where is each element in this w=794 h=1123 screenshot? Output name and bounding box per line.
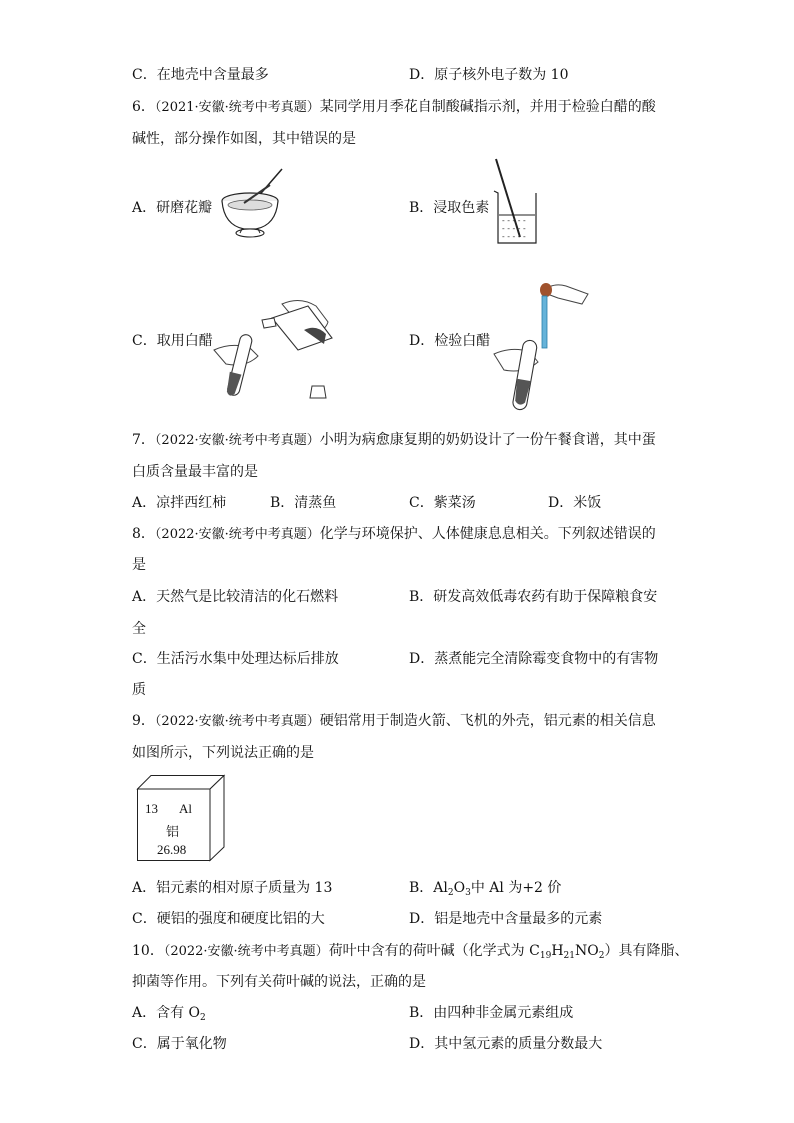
q10-source: （2022·安徽·统考中考真题） xyxy=(163,944,329,959)
q10-stem-line2: 抑菌等作用。下列有关荷叶碱的说法，正确的是 xyxy=(132,974,426,990)
q10-stem-text: ）具有降脂、 xyxy=(604,943,689,959)
q6-stem-line1 xyxy=(132,98,656,117)
q8-option-a: A．天然气是比较清洁的化石燃料 xyxy=(132,589,339,605)
subscript: 2 xyxy=(598,951,605,961)
q6-number: 6． xyxy=(132,99,155,115)
q8-option-d-line2: 质 xyxy=(132,682,146,698)
q10-option-b: B．由四种非金属元素组成 xyxy=(409,1005,574,1021)
q9-number: 9． xyxy=(132,713,155,729)
q6-option-a: A．研磨花瓣 xyxy=(132,200,213,216)
q10-number: 10． xyxy=(132,943,164,959)
q7-option-c: C．紫菜汤 xyxy=(409,495,476,511)
q10-option-a xyxy=(132,1004,206,1027)
q9-source: （2022·安徽·统考中考真题） xyxy=(154,714,320,729)
element-name: 铝 xyxy=(166,824,180,839)
q9-option-d: D．铝是地壳中含量最多的元素 xyxy=(409,911,603,927)
q9-stem-line2: 如图所示，下列说法正确的是 xyxy=(132,745,314,761)
q6-stem-line2: 碱性，部分操作如图，其中错误的是 xyxy=(132,131,356,147)
subscript: 2 xyxy=(447,888,454,898)
beaker-glass-rod-figure xyxy=(490,157,540,249)
element-atomic-mass: 26.98 xyxy=(157,842,187,857)
q6-source: （2021·安徽·统考中考真题） xyxy=(154,100,320,115)
q7-stem-line2: 白质含量最丰富的是 xyxy=(132,464,258,480)
q10-option-d: D．其中氢元素的质量分数最大 xyxy=(409,1036,603,1052)
q7-option-a: A．凉拌西红柿 xyxy=(132,495,227,511)
q9-option-b-text: B．Al xyxy=(409,880,448,896)
formula-text: H xyxy=(551,943,564,959)
q8-number: 8． xyxy=(132,526,155,542)
q10-stem-text: 荷叶中含有的荷叶碱（化学式为 C xyxy=(328,943,540,959)
q9-option-c: C．硬铝的强度和硬度比铝的大 xyxy=(132,911,325,927)
svg-text:- - - - -: - - - - - xyxy=(502,216,526,225)
periodic-element-cell xyxy=(137,775,225,861)
q5-option-c: C．在地壳中含量最多 xyxy=(132,67,269,83)
q10-option-a-text: A．含有 O xyxy=(132,1005,201,1021)
formula-text: NO xyxy=(574,943,599,959)
q8-option-b-line2: 全 xyxy=(132,621,146,637)
q8-stem-text: 化学与环境保护、人体健康息息相关。下列叙述错误的 xyxy=(319,526,656,542)
q8-stem-line2: 是 xyxy=(132,557,146,573)
element-symbol: Al xyxy=(179,801,192,816)
q7-stem-text: 小明为病愈康复期的奶奶设计了一份午餐食谱，其中蛋 xyxy=(319,432,656,448)
q5-option-d: D．原子核外电子数为 10 xyxy=(409,67,569,83)
q7-stem-line1 xyxy=(132,431,656,450)
q8-option-b-line1: B．研发高效低毒农药有助于保障粮食安 xyxy=(409,589,658,605)
q7-number: 7． xyxy=(132,432,155,448)
dropper-test-tube-figure xyxy=(492,268,592,414)
q9-stem-line1 xyxy=(132,712,656,731)
q8-option-d-line1: D．蒸煮能完全清除霉变食物中的有害物 xyxy=(409,651,659,667)
q9-option-b xyxy=(409,879,561,902)
q6-option-b: B．浸取色素 xyxy=(409,200,490,216)
q9-option-b-text: O xyxy=(453,880,466,896)
q9-stem-text: 硬铝常用于制造火箭、飞机的外壳，铝元素的相关信息 xyxy=(319,713,656,729)
subscript: 19 xyxy=(539,951,552,961)
svg-text:- - - - -: - - - - - xyxy=(502,224,526,233)
q6-option-c: C．取用白醋 xyxy=(132,333,213,349)
q9-option-b-text: 中 Al 为+2 价 xyxy=(470,880,562,896)
subscript: 21 xyxy=(563,951,575,961)
q7-source: （2022·安徽·统考中考真题） xyxy=(154,433,320,448)
mortar-pestle-figure xyxy=(214,163,286,245)
subscript: 3 xyxy=(465,888,471,898)
svg-text:- - - - -: - - - - - xyxy=(502,232,526,241)
q7-option-d: D．米饭 xyxy=(548,495,602,511)
q7-option-b: B．清蒸鱼 xyxy=(270,495,337,511)
pouring-vinegar-figure xyxy=(212,294,342,414)
q10-option-c: C．属于氧化物 xyxy=(132,1036,227,1052)
q10-stem-line1 xyxy=(132,942,688,965)
q8-option-c: C．生活污水集中处理达标后排放 xyxy=(132,651,339,667)
subscript: 2 xyxy=(200,1013,206,1023)
q6-option-d: D．检验白醋 xyxy=(409,333,491,349)
q9-option-a: A．铝元素的相对原子质量为 13 xyxy=(132,880,333,896)
q8-stem-line1 xyxy=(132,525,656,544)
q6-stem-text: 某同学用月季花自制酸碱指示剂，并用于检验白醋的酸 xyxy=(319,99,656,115)
q8-source: （2022·安徽·统考中考真题） xyxy=(154,527,320,542)
element-atomic-number: 13 xyxy=(145,801,158,816)
